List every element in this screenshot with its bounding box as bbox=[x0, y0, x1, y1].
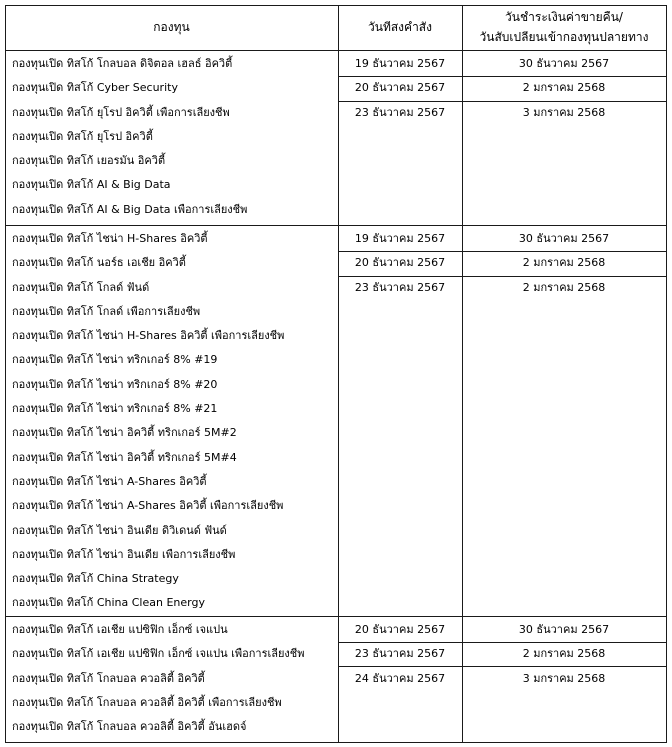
order-date: 23 ธันวาคม 2567 bbox=[354, 647, 446, 661]
fund-name: กองทุนเปิด ทิสโก้ ไชน่า ทริกเกอร์ 8% #20 bbox=[12, 377, 218, 391]
fund-name: กองทุนเปิด ทิสโก้ ยุโรป อิควิตี้ เพือการเลียงชีพ bbox=[12, 105, 230, 119]
fund-name: กองทุนเปิด ทิสโก้ เยอรมัน อิควิตี้ bbox=[12, 154, 166, 168]
settlement-date-column bbox=[462, 618, 666, 691]
fund-group bbox=[0, 225, 672, 616]
fund-name: กองทุนเปิด ทิสโก้ โกลบอล ควอลิตี้ อิควิตี้ เพือการเลียงชีพ bbox=[12, 695, 282, 709]
fund-list bbox=[12, 52, 334, 222]
fund-name: กองทุนเปิด ทิสโก้ ไชน่า ทริกเกอร์ 8% #21 bbox=[12, 402, 218, 416]
settlement-date: 2 มกราคม 2568 bbox=[522, 256, 606, 270]
fund-name: กองทุนเปิด ทิสโก้ โกลบอล ควอลิตี้ อิควิตี้ อันเฮดจ์ bbox=[12, 720, 247, 734]
fund-group bbox=[0, 616, 672, 742]
row-divider bbox=[338, 642, 667, 643]
fund-name: กองทุนเปิด ทิสโก้ โกลด์ ฟันด์ bbox=[12, 280, 150, 294]
fund-name: กองทุนเปิด ทิสโก้ โกลบอล ดิจิตอล เฮลธ์ อิควิตี้ bbox=[12, 57, 233, 70]
order-date: 23 ธันวาคม 2567 bbox=[354, 280, 446, 294]
fund-name: กองทุนเปิด ทิสโก้ ไชน่า อิควิตี้ ทริกเกอร์ 5M#4 bbox=[12, 450, 237, 464]
header-fund: กองทุน bbox=[153, 20, 190, 34]
settlement-date: 30 ธันวาคม 2567 bbox=[518, 232, 610, 245]
settlement-date: 3 มกราคม 2568 bbox=[522, 671, 606, 685]
order-date: 20 ธันวาคม 2567 bbox=[354, 256, 446, 270]
header-settlement-date bbox=[462, 7, 666, 47]
settlement-date: 2 มกราคม 2568 bbox=[522, 647, 606, 661]
order-date: 19 ธันวาคม 2567 bbox=[354, 57, 446, 70]
fund-name: กองทุนเปิด ทิสโก้ ไชน่า H-Shares อิควิตี้ เพือการเลียงชีพ bbox=[12, 329, 285, 343]
order-date: 23 ธันวาคม 2567 bbox=[354, 105, 446, 119]
fund-name: กองทุนเปิด ทิสโก้ China Strategy bbox=[12, 572, 179, 586]
settlement-date-column bbox=[462, 52, 666, 125]
header-settlement-line-1: วันชำระเงินค่าขายคืน/ bbox=[505, 10, 623, 24]
table-bottom-border bbox=[5, 742, 667, 743]
fund-list bbox=[12, 227, 334, 616]
settlement-date-column bbox=[462, 227, 666, 300]
fund-name: กองทุนเปิด ทิสโก้ เอเชีย แปซิฟิก เอ็กซ์ เจแปน bbox=[12, 623, 228, 636]
order-date: 20 ธันวาคม 2567 bbox=[354, 81, 446, 95]
fund-list bbox=[12, 618, 334, 739]
fund-name: กองทุนเปิด ทิสโก้ โกลด์ เพือการเลียงชีพ bbox=[12, 304, 201, 318]
fund-name: กองทุนเปิด ทิสโก้ โกลบอล ควอลิตี้ อิควิตี้ bbox=[12, 671, 205, 685]
fund-name: กองทุนเปิด ทิสโก้ ยุโรป อิควิตี้ bbox=[12, 129, 153, 143]
fund-name: กองทุนเปิด ทิสโก้ นอร์ธ เอเชีย อิควิตี้ bbox=[12, 256, 186, 270]
header-settlement-line-2: วันสับเปลียนเข้ากองทุนปลายทาง bbox=[479, 30, 649, 44]
order-date-column bbox=[338, 618, 462, 691]
settlement-date: 30 ธันวาคม 2567 bbox=[518, 57, 610, 70]
fund-name: กองทุนเปิด ทิสโก้ Cyber Security bbox=[12, 81, 178, 95]
order-date: 24 ธันวาคม 2567 bbox=[354, 671, 446, 685]
order-date-column bbox=[338, 52, 462, 125]
fund-name: กองทุนเปิด ทิสโก้ China Clean Energy bbox=[12, 596, 205, 610]
fund-name: กองทุนเปิด ทิสโก้ ไชน่า H-Shares อิควิตี้ bbox=[12, 232, 208, 245]
fund-name: กองทุนเปิด ทิสโก้ ไชน่า ทริกเกอร์ 8% #19 bbox=[12, 353, 218, 367]
order-date-column bbox=[338, 227, 462, 300]
row-divider bbox=[338, 666, 667, 667]
row-divider bbox=[338, 276, 667, 277]
fund-name: กองทุนเปิด ทิสโก้ ไชน่า อินเดีย ดิวิเดนด์ ฟันด์ bbox=[12, 523, 227, 537]
row-divider bbox=[338, 76, 667, 77]
row-divider bbox=[338, 251, 667, 252]
settlement-date: 2 มกราคม 2568 bbox=[522, 280, 606, 294]
fund-name: กองทุนเปิด ทิสโก้ เอเชีย แปซิฟิก เอ็กซ์ เจแปน เพือการเลียงชีพ bbox=[12, 647, 305, 661]
settlement-date: 2 มกราคม 2568 bbox=[522, 81, 606, 95]
header-order-date: วันทีสงคำสัง bbox=[368, 20, 432, 34]
fund-name: กองทุนเปิด ทิสโก้ AI & Big Data bbox=[12, 178, 171, 192]
order-date: 20 ธันวาคม 2567 bbox=[354, 623, 446, 636]
settlement-date: 3 มกราคม 2568 bbox=[522, 105, 606, 119]
row-divider bbox=[338, 101, 667, 102]
order-date: 19 ธันวาคม 2567 bbox=[354, 232, 446, 245]
settlement-date: 30 ธันวาคม 2567 bbox=[518, 623, 610, 636]
fund-name: กองทุนเปิด ทิสโก้ ไชน่า อินเดีย เพือการเลียงชีพ bbox=[12, 547, 236, 561]
fund-name: กองทุนเปิด ทิสโก้ ไชน่า A-Shares อิควิตี้ เพือการเลียงชีพ bbox=[12, 499, 284, 513]
fund-group bbox=[0, 50, 672, 225]
fund-name: กองทุนเปิด ทิสโก้ ไชน่า อิควิตี้ ทริกเกอร์ 5M#2 bbox=[12, 426, 237, 440]
fund-name: กองทุนเปิด ทิสโก้ ไชน่า A-Shares อิควิตี้ bbox=[12, 474, 207, 488]
fund-name: กองทุนเปิด ทิสโก้ AI & Big Data เพือการเลียงชีพ bbox=[12, 202, 248, 216]
